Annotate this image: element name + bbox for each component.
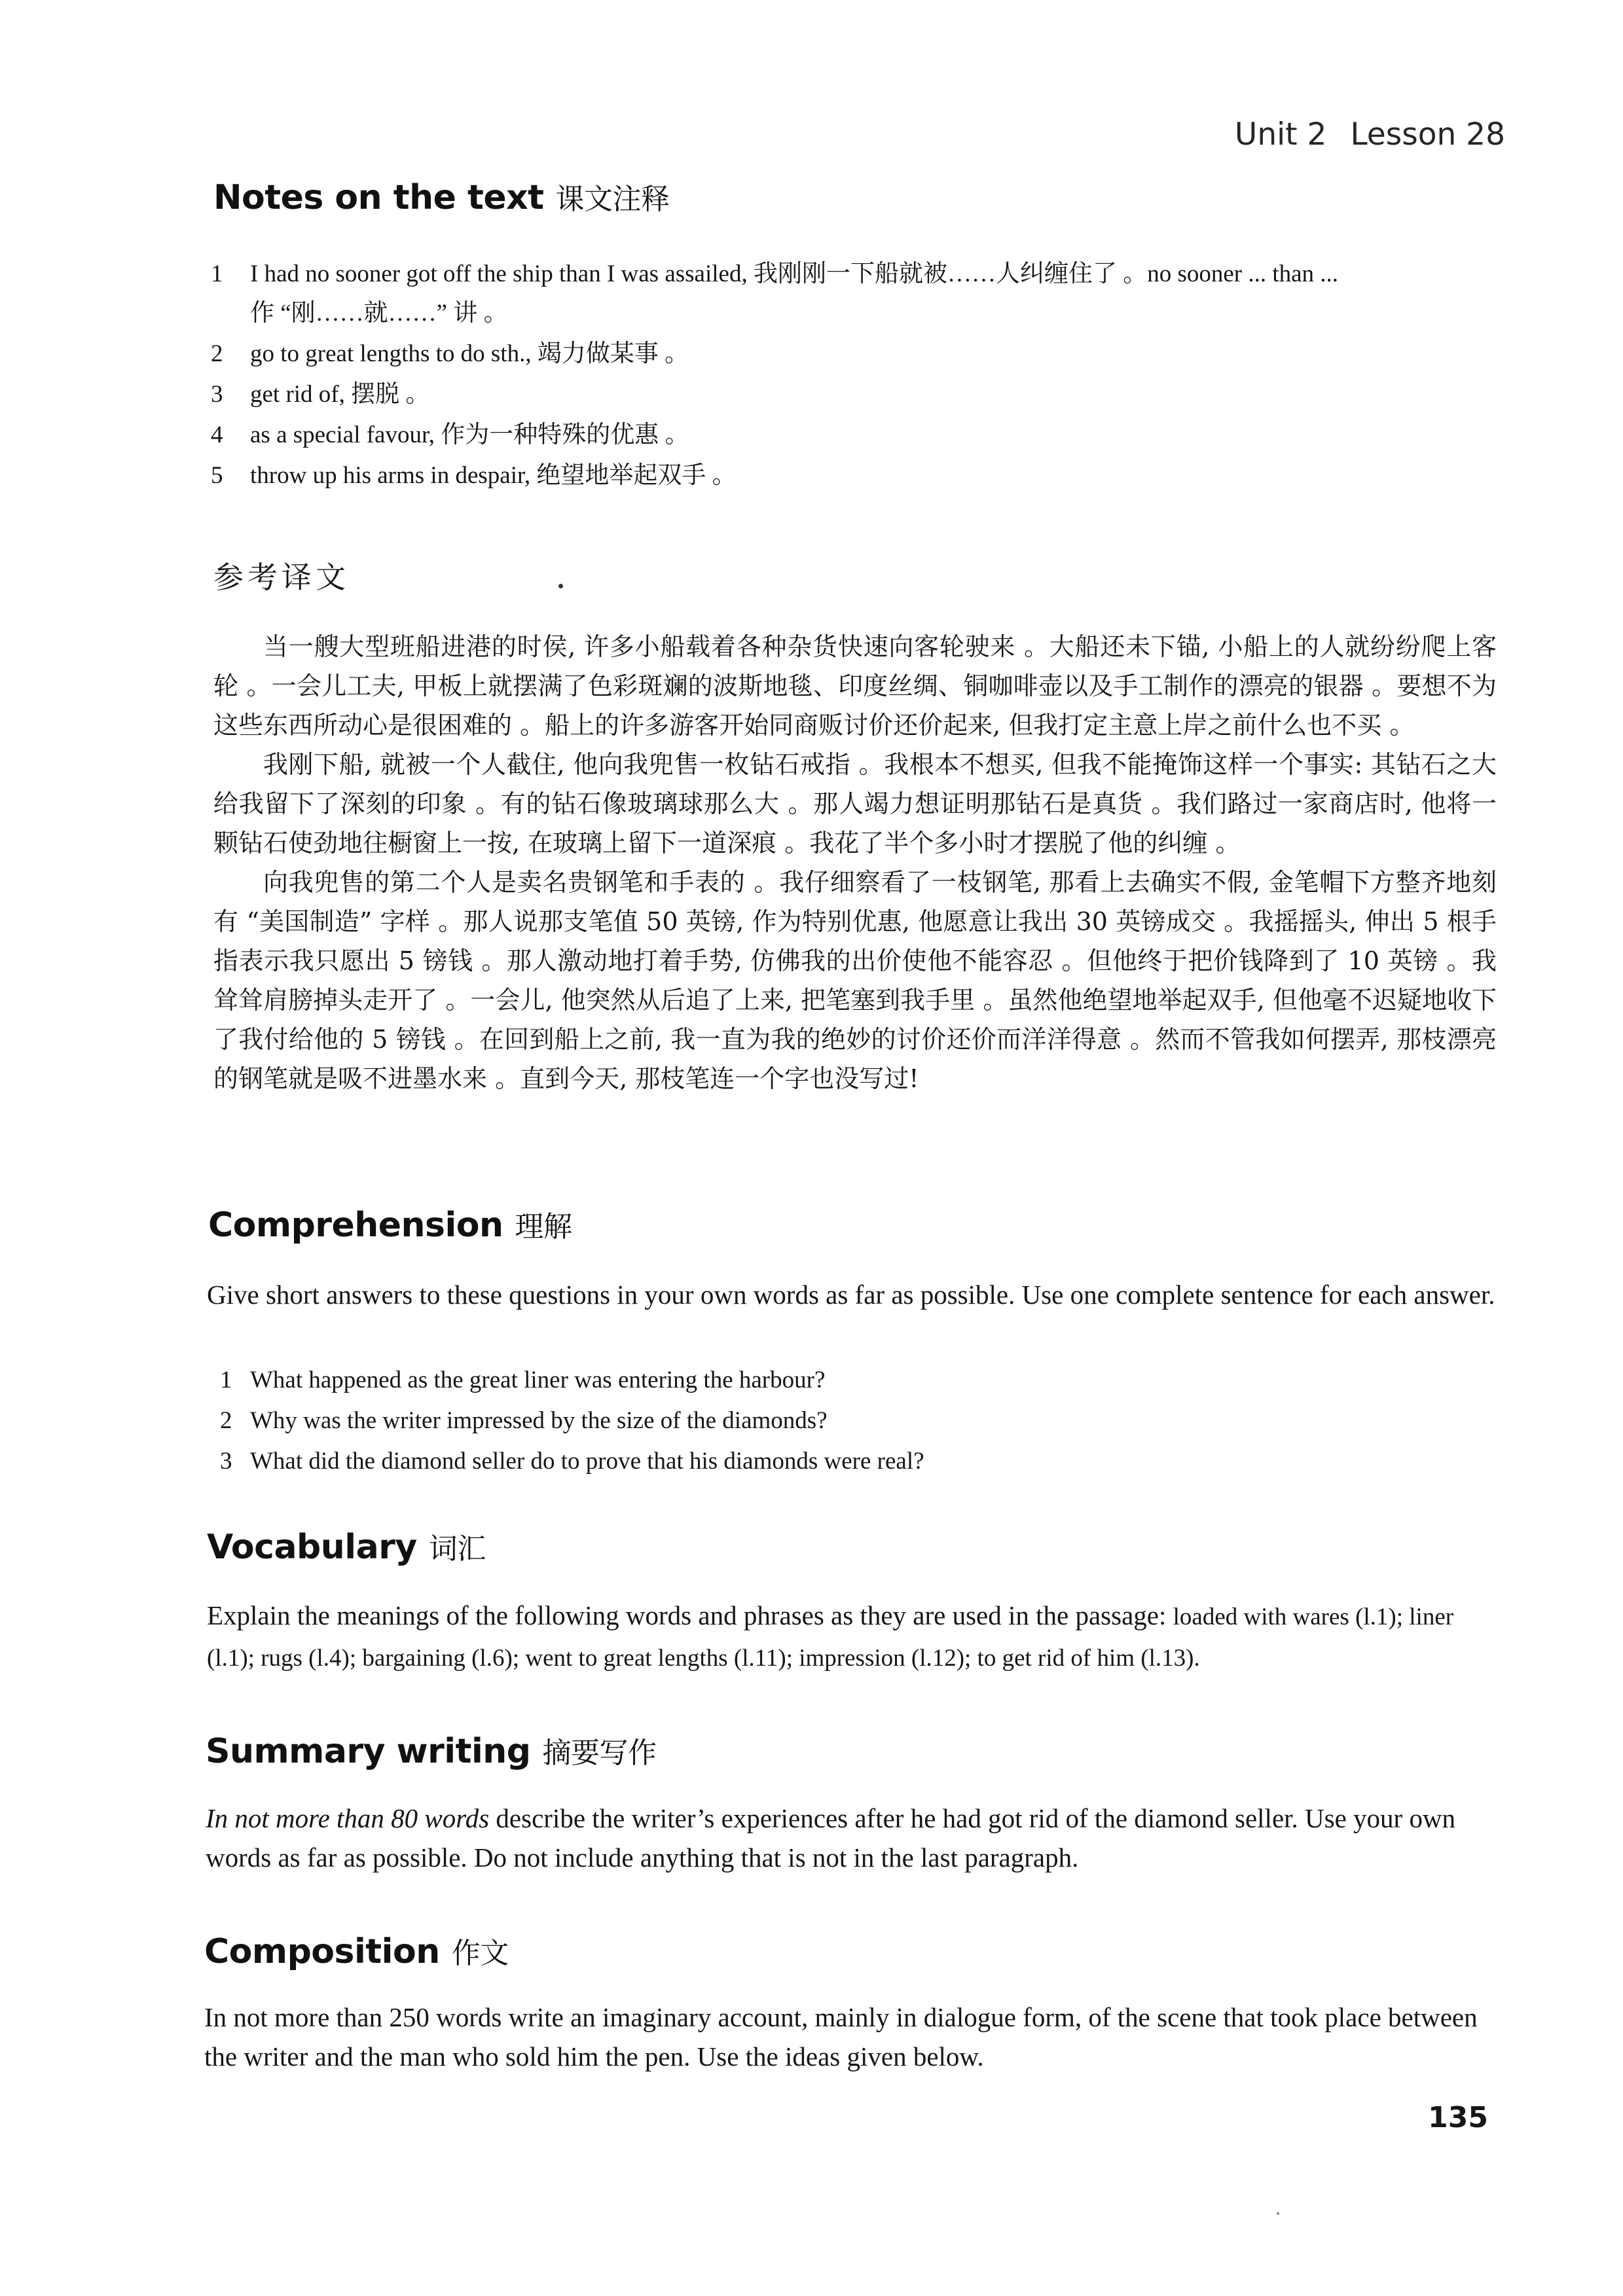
summary-title-zh: 摘要写作 xyxy=(542,1736,657,1770)
note-continuation: 作 “刚……就……” 讲 。 xyxy=(250,300,508,327)
comprehension-title-zh: 理解 xyxy=(515,1210,572,1244)
note-text: I had no sooner got off the ship than I was assailed, 我刚刚一下船就被……人纠缠住了 。no sooner ... than ... xyxy=(250,260,1339,287)
note-item xyxy=(211,338,1514,377)
translation-paragraph: 当一艘大型班船进港的时侯, 许多小船载着各种杂货快速向客轮驶来 。大船还未下锚, 小船上的人就纷纷爬上客轮 。一会儿工夫, 甲板上就摆满了色彩斑斓的波斯地毯、印度丝绸、铜咖啡壶以及手工制作的漂亮的银器 。要想不为这些东西所动心是很困难的 。船上的许多游客开始同商贩讨价还价起来, 但我打定主意上岸之前什么也不买 。 xyxy=(213,632,1497,740)
vocabulary-title-zh: 词汇 xyxy=(428,1532,486,1566)
comprehension-instruction: Give short answers to these questions in your own words as far as possible. Use one complete sentence for each answer. xyxy=(207,1280,1495,1310)
summary-word-limit: In not more than 80 words xyxy=(206,1803,490,1833)
composition-title-zh: 作文 xyxy=(451,1937,509,1970)
question-number: 2 xyxy=(220,1407,232,1434)
note-item xyxy=(211,419,1514,458)
running-head xyxy=(1235,117,1505,152)
question-item xyxy=(220,1401,1464,1441)
notes-title: Notes on the text xyxy=(213,178,544,217)
note-item xyxy=(211,378,1514,418)
question-text: What did the diamond seller do to prove that his diamonds were real? xyxy=(250,1448,924,1475)
summary-text xyxy=(206,1799,1502,1877)
summary-heading xyxy=(206,1729,657,1771)
composition-text: In not more than 250 words write an imaginary account, mainly in dialogue form, of the scene that took place between the writer and the man who sold him the pen. Use the ideas given below. xyxy=(204,2002,1478,2072)
comprehension-heading xyxy=(208,1203,572,1245)
note-number: 5 xyxy=(211,462,223,489)
note-text: throw up his arms in despair, 绝望地举起双手 。 xyxy=(250,462,737,489)
vocabulary-heading xyxy=(207,1525,486,1567)
summary-instruction: describe the writer’s experiences after he had got rid of the diamond seller. Use your own words as far as possible. Do not include anything that is not in the last paragraph. xyxy=(206,1803,1456,1873)
question-item xyxy=(220,1360,1464,1401)
vocabulary-title: Vocabulary xyxy=(207,1528,417,1567)
question-number: 3 xyxy=(220,1448,232,1475)
translation-paragraph: 我刚下船, 就被一个人截住, 他向我兜售一枚钻石戒指 。我根本不想买, 但我不能掩饰这样一个事实: 其钻石之大给我留下了深刻的印象 。有的钻石像玻璃球那么大 。那人竭力想证明那钻石是真货 。我们路过一家商店时, 他将一颗钻石使劲地往橱窗上一按, 在玻璃上留下一道深痕 。我花了半个多小时才摆脱了他的纠缠 。 xyxy=(213,750,1497,857)
notes-title-zh: 课文注释 xyxy=(555,183,670,216)
note-text: get rid of, 摆脱 。 xyxy=(250,381,430,408)
reference-translation-title: 参考译文 xyxy=(213,560,350,595)
note-item xyxy=(211,459,1514,499)
translation-paragraph: 向我兜售的第二个人是卖名贵钢笔和手表的 。我仔细察看了一枝钢笔, 那看上去确实不假, 金笔帽下方整齐地刻有 “美国制造” 字样 。那人说那支笔值 50 英镑, 作为特别优惠, 他愿意让我出 30 英镑成交 。我摇摇头, 伸出 5 根手指表示我只愿出 5 镑钱 。那人激动地打着手势, 仿佛我的出价使他不能容忍 。但他终于把价钱降到了 10 英镑 。我耸耸肩膀掉头走开了 。一会儿, 他突然从后追了上来, 把笔塞到我手里 。虽然他绝望地举起双手, 但他毫不迟疑地收下了我付给他的 5 镑钱 。在回到船上之前, 我一直为我的绝妙的讨价还价而洋洋得意 。然而不管我如何摆弄, 那枝漂亮的钢笔就是吸不进墨水来 。直到今天, 那枝笔连一个字也没写过! xyxy=(213,868,1497,1093)
note-number: 3 xyxy=(211,381,223,408)
note-number: 4 xyxy=(211,422,223,448)
comprehension-title: Comprehension xyxy=(208,1206,503,1245)
note-text: as a special favour, 作为一种特殊的优惠 。 xyxy=(250,422,689,448)
unit-label: Unit 2 xyxy=(1234,117,1327,152)
question-item xyxy=(220,1441,1464,1482)
question-number: 1 xyxy=(220,1367,232,1393)
lesson-label: Lesson 28 xyxy=(1350,117,1505,152)
reference-translation-text xyxy=(213,627,1497,1098)
notes-heading xyxy=(213,175,670,217)
question-text: What happened as the great liner was entering the harbour? xyxy=(250,1367,826,1393)
note-number: 2 xyxy=(211,340,223,367)
speck xyxy=(1277,2212,1279,2215)
vocabulary-items: loaded with wares (l.1); liner (l.1); rugs (l.4); bargaining (l.6); went to great lengths (l.11); impression (l.12); to get rid of him (l.13). xyxy=(207,1604,1454,1672)
note-item xyxy=(211,258,1514,297)
summary-title: Summary writing xyxy=(206,1732,531,1771)
speck xyxy=(558,584,563,588)
vocabulary-instruction: Explain the meanings of the following words and phrases as they are used in the passage: xyxy=(207,1600,1167,1630)
question-text: Why was the writer impressed by the size of the diamonds? xyxy=(250,1407,828,1434)
page-number: 135 xyxy=(1428,2101,1488,2134)
vocabulary-text xyxy=(207,1596,1503,1678)
composition-heading xyxy=(204,1929,509,1971)
note-text: go to great lengths to do sth., 竭力做某事 。 xyxy=(250,340,689,367)
note-number: 1 xyxy=(211,260,223,287)
composition-title: Composition xyxy=(204,1932,440,1971)
